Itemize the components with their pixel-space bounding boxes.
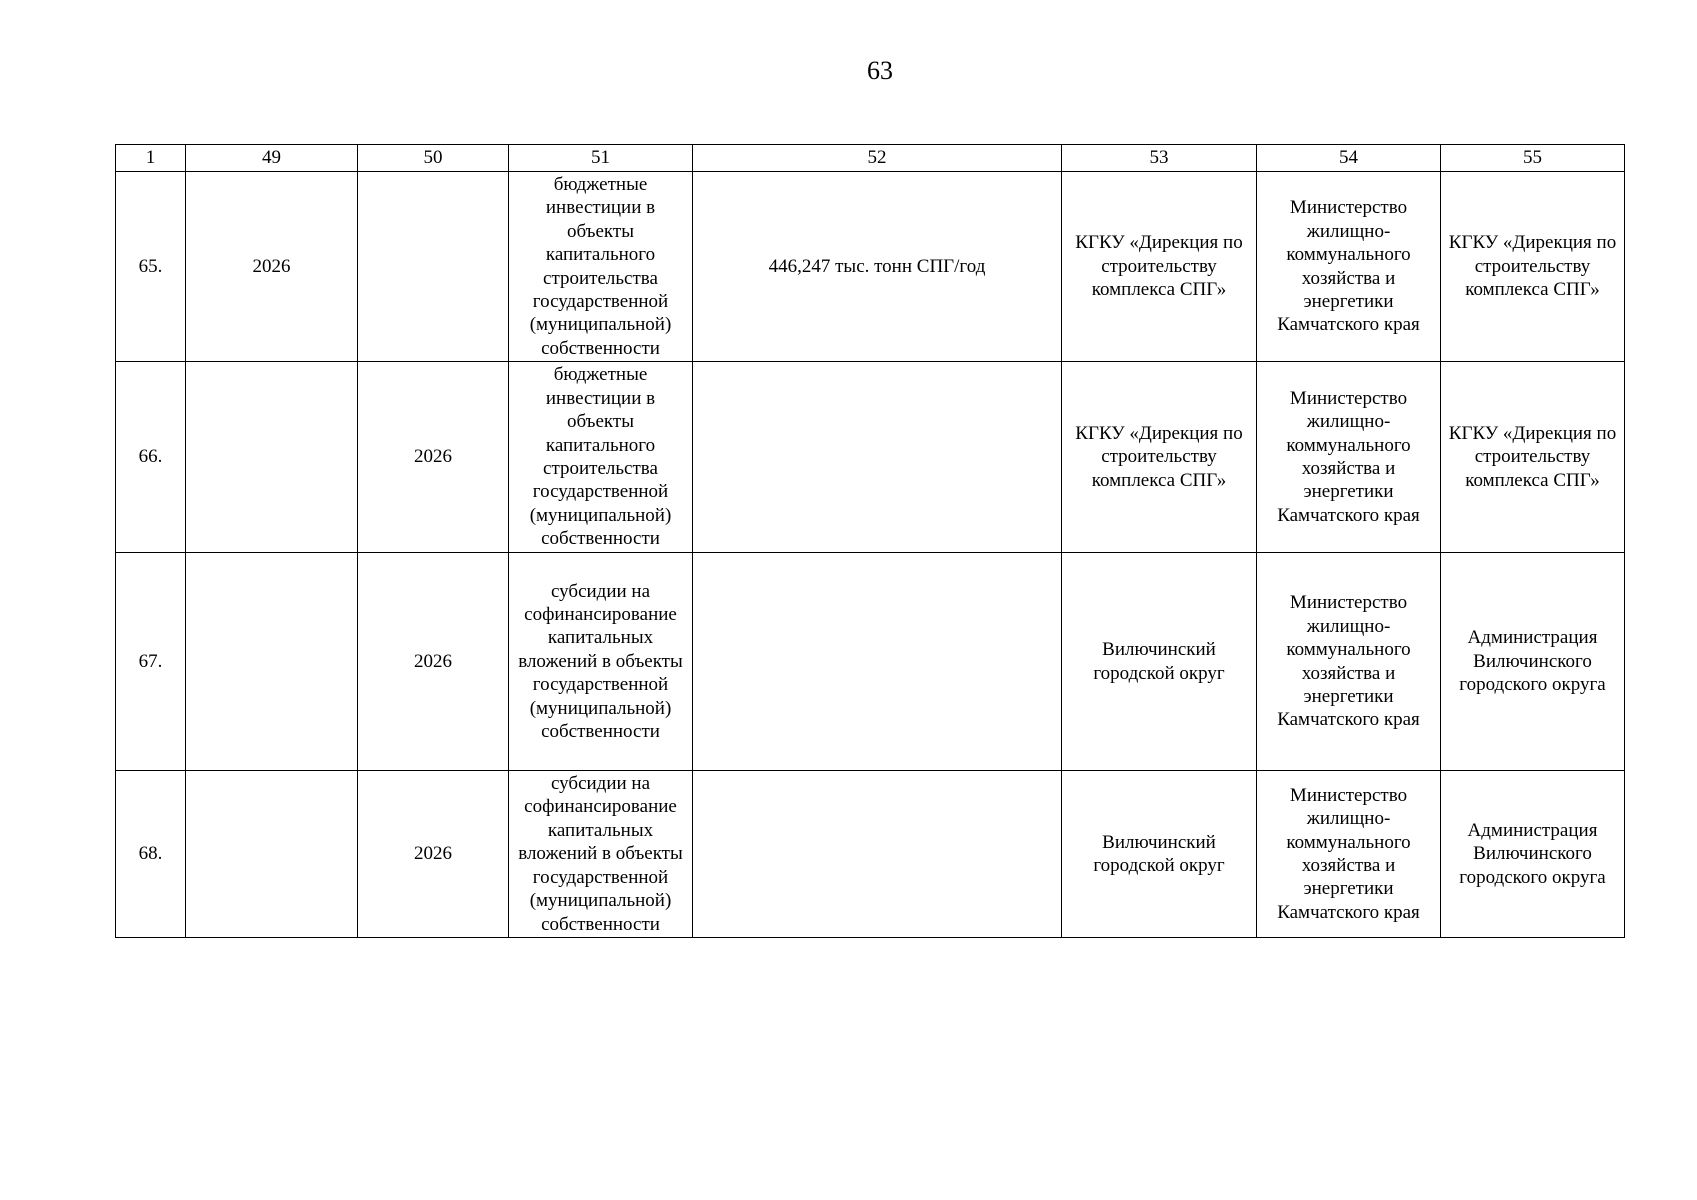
ministry-cell: Министерство жилищно- коммунального хозяйства и энергетики Камчатского края: [1257, 553, 1441, 771]
year-49-cell: 2026: [186, 172, 358, 362]
data-table: [115, 144, 1625, 938]
year-49-cell: [186, 362, 358, 553]
table-row: [116, 553, 1625, 771]
capacity-cell: [693, 362, 1062, 553]
table-row: [116, 172, 1625, 362]
year-50-cell: 2026: [358, 553, 509, 771]
funding-type-cell: субсидии на софинансирование капитальных вложений в объекты государственной (муниципальной) собственности: [509, 553, 693, 771]
year-49-cell: [186, 771, 358, 938]
capacity-cell: [693, 771, 1062, 938]
ministry-cell: Министерство жилищно- коммунального хозяйства и энергетики Камчатского края: [1257, 172, 1441, 362]
row-number-cell: 68.: [116, 771, 186, 938]
funding-type-cell: субсидии на софинансирование капитальных вложений в объекты государственной (муниципальной) собственности: [509, 771, 693, 938]
funding-type-cell: бюджетные инвестиции в объекты капитального строительства государственной (муниципальной) собственности: [509, 172, 693, 362]
recipient-cell: КГКУ «Дирекция по строительству комплекса СПГ»: [1062, 362, 1257, 553]
header-row: [116, 145, 1625, 172]
executor-cell: КГКУ «Дирекция по строительству комплекса СПГ»: [1441, 362, 1625, 553]
executor-cell: Администрация Вилючинского городского округа: [1441, 553, 1625, 771]
header-cell-51: 51: [509, 145, 693, 172]
year-50-cell: 2026: [358, 771, 509, 938]
ministry-cell: Министерство жилищно- коммунального хозяйства и энергетики Камчатского края: [1257, 362, 1441, 553]
table-row: [116, 771, 1625, 938]
row-number-cell: 65.: [116, 172, 186, 362]
row-number-cell: 67.: [116, 553, 186, 771]
capacity-cell: [693, 553, 1062, 771]
header-cell-54: 54: [1257, 145, 1441, 172]
year-50-cell: [358, 172, 509, 362]
recipient-cell: Вилючинский городской округ: [1062, 771, 1257, 938]
header-cell-53: 53: [1062, 145, 1257, 172]
header-cell-55: 55: [1441, 145, 1625, 172]
page-number: 63: [867, 56, 893, 85]
capacity-cell: 446,247 тыс. тонн СПГ/год: [693, 172, 1062, 362]
ministry-cell: Министерство жилищно- коммунального хозяйства и энергетики Камчатского края: [1257, 771, 1441, 938]
row-number-cell: 66.: [116, 362, 186, 553]
year-49-cell: [186, 553, 358, 771]
header-cell-50: 50: [358, 145, 509, 172]
header-cell-1: 1: [116, 145, 186, 172]
year-50-cell: 2026: [358, 362, 509, 553]
funding-type-cell: бюджетные инвестиции в объекты капитального строительства государственной (муниципальной) собственности: [509, 362, 693, 553]
recipient-cell: КГКУ «Дирекция по строительству комплекса СПГ»: [1062, 172, 1257, 362]
recipient-cell: Вилючинский городской округ: [1062, 553, 1257, 771]
table-row: [116, 362, 1625, 553]
executor-cell: КГКУ «Дирекция по строительству комплекса СПГ»: [1441, 172, 1625, 362]
header-cell-49: 49: [186, 145, 358, 172]
header-cell-52: 52: [693, 145, 1062, 172]
executor-cell: Администрация Вилючинского городского округа: [1441, 771, 1625, 938]
